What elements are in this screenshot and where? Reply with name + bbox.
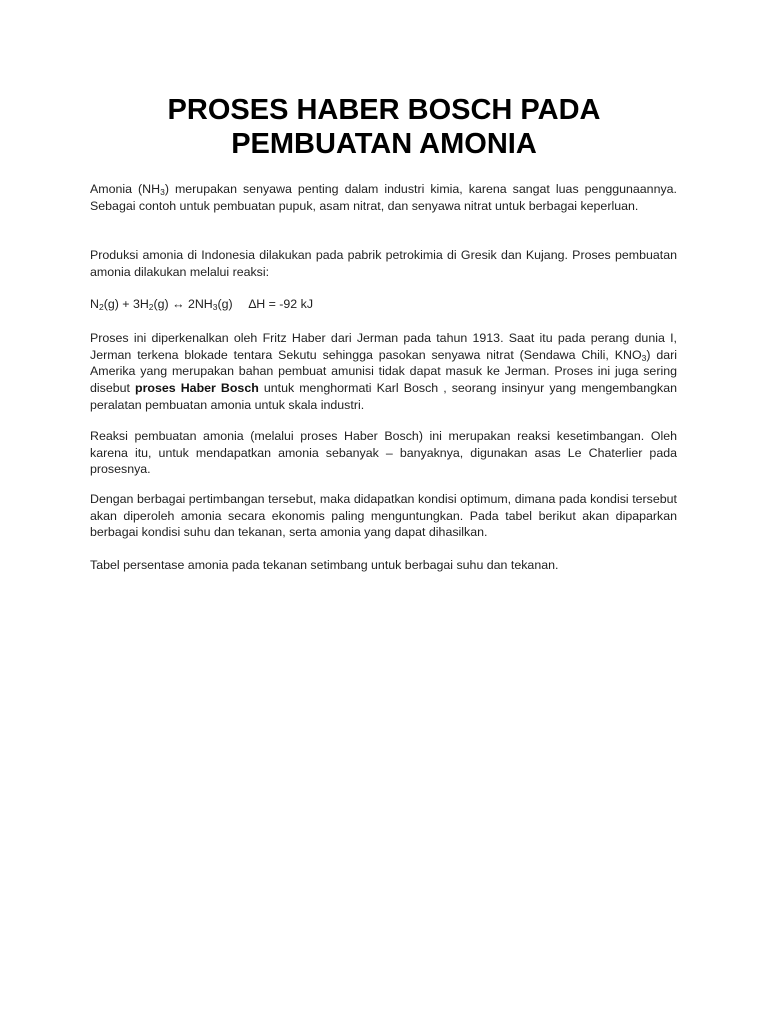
subscript-3: 3 [160,187,165,197]
equation-nh-subscript: 3 [212,302,218,312]
paragraph-optimum: Dengan berbagai pertimbangan tersebut, maka didapatkan kondisi optimum, dimana pada kondisi tersebut akan diperoleh amonia secara ekonomis paling menguntungkan. Pada tabel berikut akan dipaparkan berbagai kondisi suhu dan tekanan, serta amonia yang dapat dihasilkan. [90,492,677,540]
equation-part-3: (g) ↔ 2NH [153,297,213,311]
equation-part-2: (g) + 3H [103,297,149,311]
bold-term-haber-bosch: proses Haber Bosch [135,381,259,396]
title-line-2: PEMBUATAN AMONIA [231,128,537,160]
paragraph-history-text-b: ) dari Amerika yang merupakan bahan pembuat amunisi tidak dapat masuk ke Jerman. Proses ini juga sering disebut [90,347,678,396]
paragraph-history-text-a: Proses ini diperkenalkan oleh Fritz Haber dari Jerman pada tahun 1913. Saat itu pada perang dunia I, Jerman terkena blokade tentara Sekutu sehingga pasokan senyawa nitrat (Sendawa Chili, KNO [90,331,677,362]
paragraph-intro-text-b: ) merupakan senyawa penting dalam industri kimia, karena sangat luas penggunaannya. Sebagai contoh untuk pembuatan pupuk, asam nitrat, dan senyawa nitrat untuk berbagai keperluan. [90,182,677,213]
paragraph-equilibrium: Reaksi pembuatan amonia (melalui proses Haber Bosch) ini merupakan reaksi kesetimbangan. Oleh karena itu, untuk mendapatkan amonia sebanyak – banyaknya, digunakan asas Le Chaterlier pada prosesnya. [90,429,677,477]
paragraph-intro [90,181,677,214]
reaction-equation [90,296,677,313]
equation-n: N [90,297,99,311]
enthalpy-change: ∆H = -92 kJ [248,297,314,311]
paragraph-intro-text-a: Amonia (NH [90,182,161,196]
equation-part-4: (g) [217,297,233,311]
paragraph-production: Produksi amonia di Indonesia dilakukan pada pabrik petrokimia di Gresik dan Kujang. Proses pembuatan amonia dilakukan melalui reaksi: [90,248,677,279]
title-line-1: PROSES HABER BOSCH PADA [167,94,601,126]
paragraph-table-caption: Tabel persentase amonia pada tekanan setimbang untuk berbagai suhu dan tekanan. [90,558,559,572]
subscript-3-kno: 3 [641,352,647,363]
equation-h-subscript: 2 [148,302,154,312]
paragraph-history [90,330,677,414]
paragraph-history-text-c: untuk menghormati Karl Bosch , seorang insinyur yang mengembangkan peralatan pembuatan amonia untuk skala industri. [90,381,678,412]
equation-n-subscript: 2 [98,302,104,312]
page-title [0,93,768,161]
